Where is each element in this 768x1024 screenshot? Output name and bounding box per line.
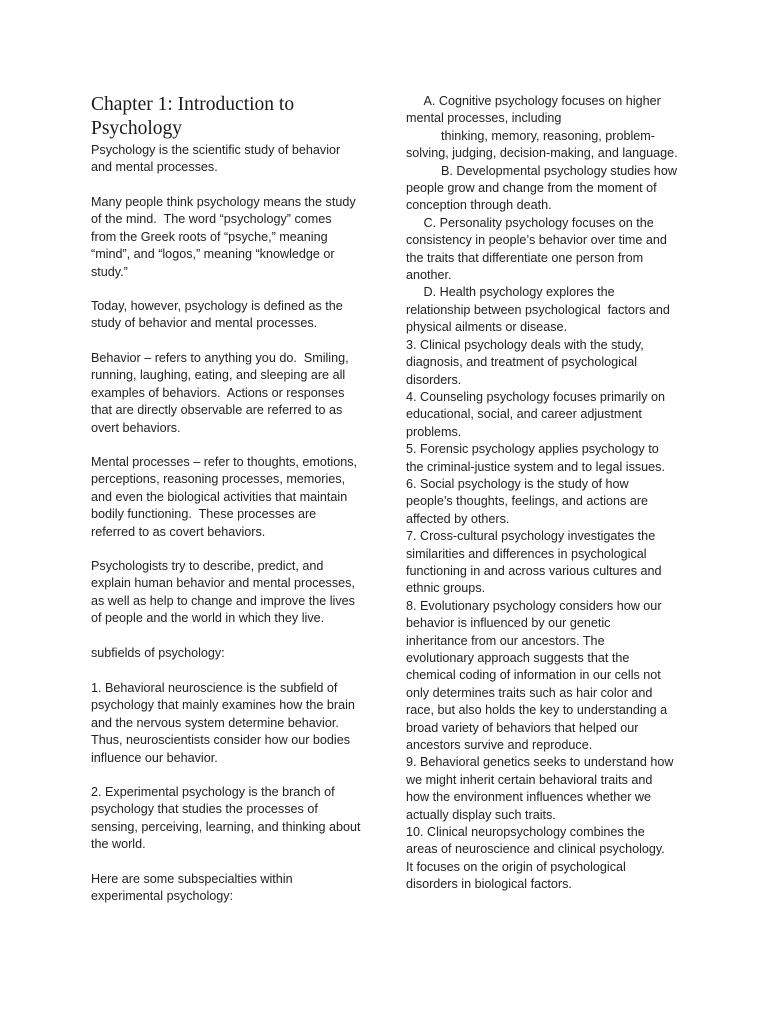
paragraph-today: Today, however, psychology is defined as the study of behavior and mental processes.	[91, 299, 343, 331]
chapter-title: Chapter 1: Introduction to Psychology	[91, 94, 295, 139]
paragraph-behavior: Behavior – refers to anything you do. Smiling, running, laughing, eating, and sleeping are all examples of behaviors. Actions or responses that are directly observable are referred to as overt behaviors.	[91, 351, 349, 435]
paragraph-subfields-heading: subfields of psychology:	[91, 646, 225, 660]
paragraph-subspecialties: Here are some subspecialties within experimental psychology:	[91, 872, 293, 904]
subfields-list: A. Cognitive psychology focuses on higher mental processes, including thinking, memory, reasoning, problem- solving, judging, decision-making, and language. B. Developmental psychology studies how people grow and change from the moment of conception through death. C. Personality psychology focuses on the consistency in people’s behavior over time and the traits that differentiate one person from another. D. Health psychology explores the relationship between psychological factors and physical ailments or disease. 3. Clinical psychology deals with the study, diagnosis, and treatment of psychological disorders. 4. Counseling psychology focuses primarily on educational, social, and career adjustment problems. 5. Forensic psychology applies psychology to the criminal-justice system and to legal issues. 6. Social psychology is the study of how people’s thoughts, feelings, and actions are affected by others. 7. Cross-cultural psychology investigates the similarities and differences in psychological functioning in and across various cultures and ethnic groups. 8. Evolutionary psychology considers how our behavior is influenced by our genetic inheritance from our ancestors. The evolutionary approach suggests that the chemical coding of information in our cells not only determines traits such as hair color and race, but also holds the key to understanding a broad variety of behaviors that helped our ancestors survive and reproduce. 9. Behavioral genetics seeks to understand how we might inherit certain behavioral traits and how the environment influences whether we actually display such traits. 10. Clinical neuropsychology combines the areas of neuroscience and clinical psychology. It focuses on the origin of psychological disorders in biological factors.	[406, 94, 678, 892]
paragraph-experimental: 2. Experimental psychology is the branch of psychology that studies the processes of sensing, perceiving, learning, and thinking about the world.	[91, 785, 361, 852]
paragraph-behavioral-neuroscience: 1. Behavioral neuroscience is the subfield of psychology that mainly examines how the brain and the nervous system determine behavior. Thus, neuroscientists consider how our bodies influence our behavior.	[91, 681, 355, 765]
paragraph-etymology: Many people think psychology means the study of the mind. The word “psychology” comes from the Greek roots of “psyche,” meaning “mind”, and “logos,” meaning “knowledge or study.”	[91, 195, 356, 279]
paragraph-mental-processes: Mental processes – refer to thoughts, emotions, perceptions, reasoning processes, memories, and even the biological activities that maintain bodily functioning. These processes are referred to as covert behaviors.	[91, 455, 358, 539]
paragraph-psychologists: Psychologists try to describe, predict, and explain human behavior and mental processes, as well as help to change and improve the lives of people and the world in which they live.	[91, 559, 355, 626]
paragraph-definition: Psychology is the scientific study of behavior and mental processes.	[91, 143, 341, 175]
